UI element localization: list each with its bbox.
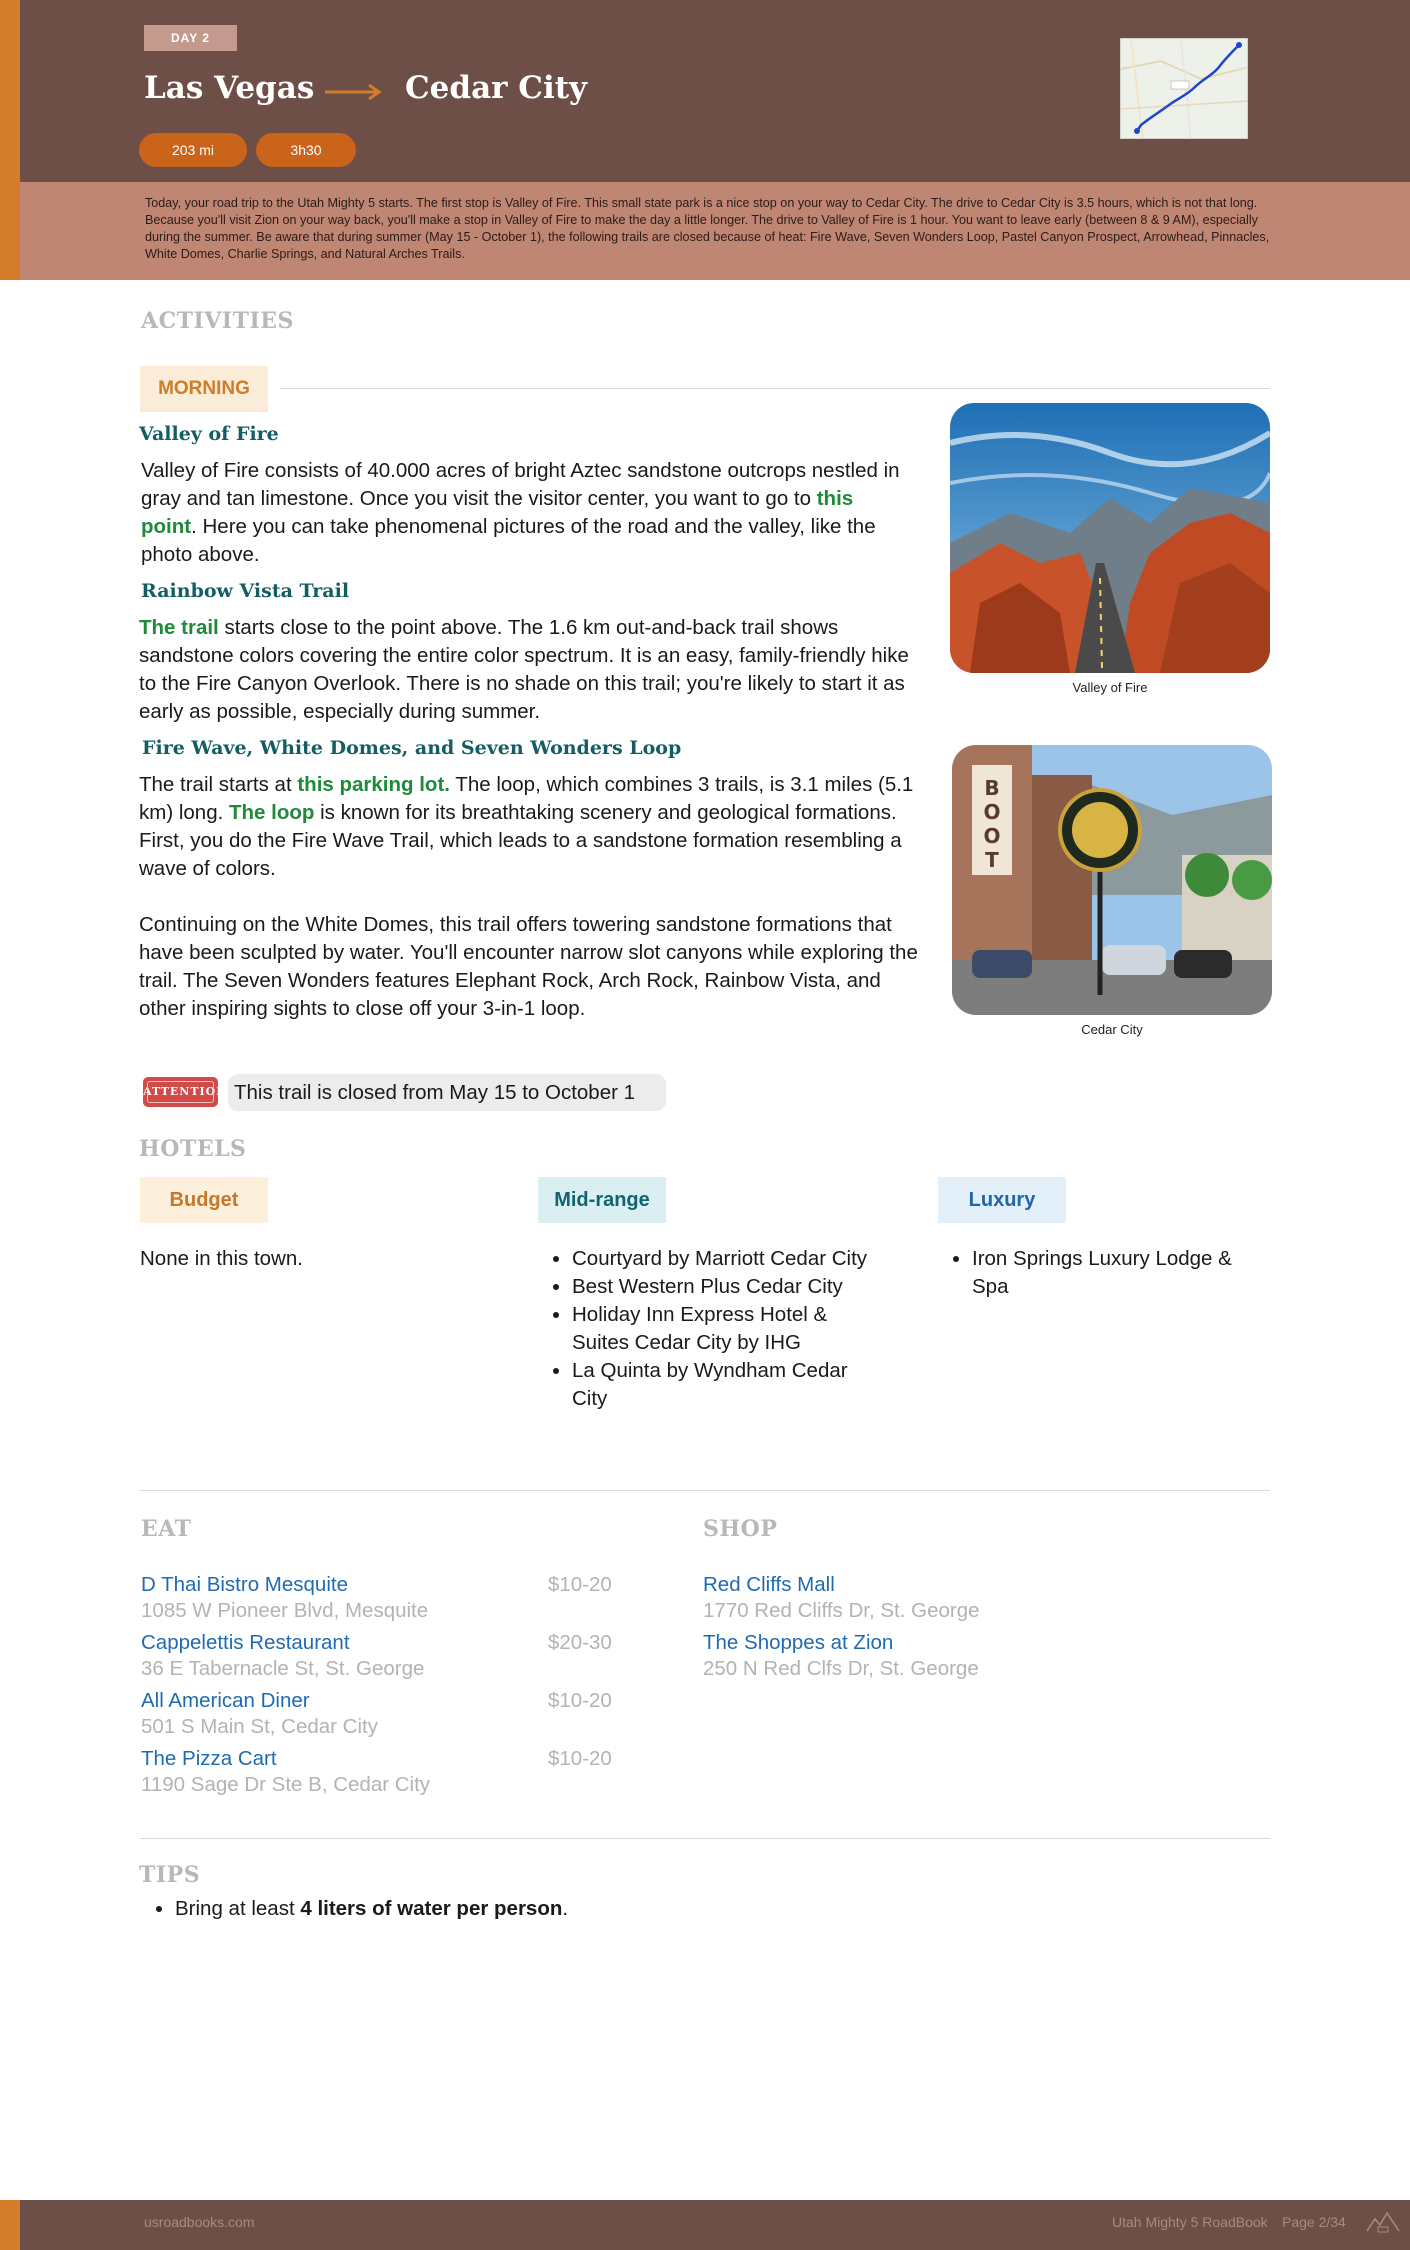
shop-link[interactable]: Red Cliffs Mall [703,1573,835,1596]
shop-heading: SHOP [703,1516,778,1542]
footer-accent-stripe [0,2200,20,2250]
cedar-city-image [952,745,1272,1015]
midrange-hotel-list [540,1245,880,1413]
restaurant-link[interactable]: Cappelettis Restaurant [141,1631,350,1654]
restaurant-price: $10-20 [548,1747,612,1770]
cedar-city-photo [952,745,1272,1015]
eat-place [141,1630,424,1682]
boot-sign-letter: O [983,800,1001,824]
text-span: . Here you can take phenomenal pictures of the road and the valley, like the photo above. [141,515,876,566]
the-trail-link[interactable]: The trail [139,616,219,639]
activity-text-valley-of-fire [141,457,911,569]
text-span: The loop, which combines 3 trails, is 3.1 miles (5.1 km) long. [139,773,914,824]
valley-of-fire-caption: Valley of Fire [1072,680,1148,695]
text-span: starts close to the point above. The 1.6 km out-and-back trail shows sandstone colors covering the entire color spectrum. It is an easy, family-friendly hike to the Fire Canyon Overlook. There is no shade on this trail; you're likely to start it as early as possible, especially during summer. [139,616,909,723]
text-span: The trail starts at [139,773,298,796]
parking-lot-link[interactable]: this parking lot. [297,773,450,796]
eat-place [141,1746,430,1798]
section-divider [140,1490,1270,1491]
valley-of-fire-image [950,403,1270,673]
cedar-city-caption: Cedar City [1081,1022,1143,1037]
hotel-midrange-tag: Mid-range [538,1177,666,1223]
hotel-luxury-tag: Luxury [938,1177,1066,1223]
route-arrow-icon [325,80,385,104]
attention-note: This trail is closed from May 15 to October 1 [228,1074,666,1111]
restaurant-link[interactable]: All American Diner [141,1689,310,1712]
activities-heading: ACTIVITIES [141,308,294,334]
text-span: Bring at least [175,1897,301,1920]
tip-emphasis: 4 liters of water per person [300,1897,563,1920]
left-accent-stripe [0,0,20,280]
activity-text-fire-wave-loop-2: Continuing on the White Domes, this trail offers towering sandstone formations that have been sculpted by water. You'll encounter narrow slot canyons while exploring the trail. The Seven Wonders features Elephant Rock, Arch Rock, Rainbow Vista, and other inspiring sights to close off your 3-in-1 loop. [139,913,918,1020]
restaurant-price: $20-30 [548,1631,612,1654]
morning-tag: MORNING [140,366,268,412]
tips-heading: TIPS [139,1862,201,1888]
day-badge: DAY 2 [144,25,237,51]
intro-band [20,182,1410,280]
restaurant-address: 501 S Main St, Cedar City [141,1715,378,1738]
shop-address: 250 N Red Clfs Dr, St. George [703,1657,979,1680]
this-point-link[interactable]: this point [141,487,854,538]
attention-badge: ATTENTION [143,1077,218,1107]
hotel-item: • Courtyard by Marriott Cedar City [572,1245,880,1273]
activity-text-fire-wave-loop [139,771,919,883]
eat-place [141,1572,428,1624]
tip-item [175,1895,568,1923]
boot-sign-letter: B [984,776,1000,800]
footer-site-link[interactable]: usroadbooks.com [144,2214,255,2230]
morning-divider [280,388,1270,389]
intro-text: Today, your road trip to the Utah Mighty 5 starts. The first stop is Valley of Fire. This small state park is a nice stop on your way to Cedar City. The drive to Cedar City is 3.5 hours, which is not that long. Because you'll visit Zion on your way back, you'll make a stop in Valley of Fire to make the day a little longer. The drive to Valley of Fire is 1 hour. You want to leave early (between 8 & 9 AM), especially during the summer. Be aware that during summer (May 15 - October 1), the following trails are closed because of heat: Fire Wave, Seven Wonders Loop, Pastel Canyon Prospect, Arrowhead, Pinnacles, White Domes, Charlie Springs, and Natural Arches Trails. [145,196,1270,261]
restaurant-address: 1190 Sage Dr Ste B, Cedar City [141,1773,431,1796]
activity-title-fire-wave-loop: Fire Wave, White Domes, and Seven Wonders Loop [142,737,682,759]
shop-link[interactable]: The Shoppes at Zion [703,1631,894,1654]
restaurant-link[interactable]: The Pizza Cart [141,1747,277,1770]
restaurant-price: $10-20 [548,1689,612,1712]
shop-address: 1770 Red Cliffs Dr, St. George [703,1599,980,1622]
footer-page-number: Page 2/34 [1282,2214,1346,2230]
activity-title-valley-of-fire: Valley of Fire [139,423,279,445]
restaurant-address: 36 E Tabernacle St, St. George [141,1657,425,1680]
hotels-heading: HOTELS [139,1136,247,1162]
activity-title-rainbow-vista: Rainbow Vista Trail [141,580,350,602]
hotel-item: • La Quinta by Wyndham Cedar City [572,1357,880,1413]
luxury-hotel-list [940,1245,1260,1301]
eat-place [141,1688,378,1740]
text-span: Valley of Fire consists of 40.000 acres of bright Aztec sandstone outcrops nestled in gray and tan limestone. Once you visit the visitor center, you want to go to [141,459,900,510]
hotel-item: • Best Western Plus Cedar City [572,1273,880,1301]
eat-heading: EAT [141,1516,192,1542]
restaurant-link[interactable]: D Thai Bistro Mesquite [141,1573,348,1596]
hotel-item: • Holiday Inn Express Hotel & Suites Cedar City by IHG [572,1301,880,1357]
hotel-budget-tag: Budget [140,1177,268,1223]
valley-of-fire-photo [950,403,1270,673]
restaurant-price: $10-20 [548,1573,612,1596]
boot-sign-letter: O [983,824,1001,848]
restaurant-address: 1085 W Pioneer Blvd, Mesquite [141,1599,429,1622]
the-loop-link[interactable]: The loop [229,801,315,824]
boot-sign-letter: T [985,848,999,872]
route-map-drawing [1121,39,1248,139]
shop-place [703,1630,979,1682]
section-divider [140,1838,1270,1839]
route-map-thumbnail[interactable] [1120,38,1248,139]
distance-pill: 203 mi [139,133,247,167]
duration-pill: 3h30 [256,133,356,167]
budget-hotels-text: None in this town. [140,1247,303,1270]
tips-list [143,1895,568,1923]
footer-book-title: Utah Mighty 5 RoadBook [1112,2214,1268,2230]
route-from-city: Las Vegas [144,70,315,106]
mountain-logo-icon [1365,2207,1401,2237]
route-to-city: Cedar City [405,70,588,106]
hotel-item: • Iron Springs Luxury Lodge & Spa [972,1245,1260,1301]
text-span: . [562,1897,569,1920]
text-span: is known for its breathtaking scenery and geological formations. First, you do the Fire Wave Trail, which leads to a sandstone formation resembling a wave of colors. [139,801,902,880]
shop-place [703,1572,980,1624]
activity-text-rainbow-vista [139,614,919,726]
